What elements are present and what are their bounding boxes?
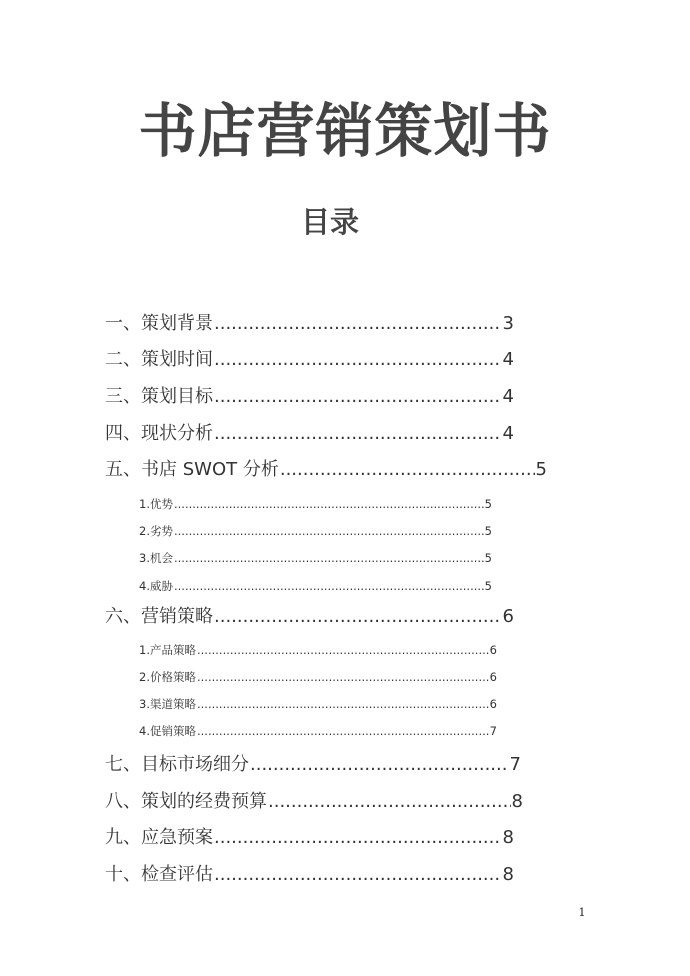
toc-leader-dots: [214, 604, 502, 630]
toc-entry-marketing-strategy[interactable]: [105, 604, 514, 630]
toc-leader-dots: [214, 862, 502, 888]
toc-leader-dots: [197, 695, 489, 713]
toc-entry-contingency[interactable]: [105, 825, 514, 851]
toc-entry-time[interactable]: [105, 347, 514, 373]
toc-leader-dots: [214, 825, 502, 851]
toc-entry-product-strategy[interactable]: [139, 641, 497, 659]
toc-leader-dots: [280, 457, 535, 483]
toc-entry-label: 2.劣势: [139, 524, 173, 538]
toc-entry-promotion-strategy[interactable]: [139, 722, 497, 740]
toc-entry-page: 5: [484, 579, 492, 593]
toc-leader-dots: [214, 311, 502, 337]
toc-leader-dots: [214, 347, 502, 373]
toc-entry-opportunities[interactable]: [139, 549, 492, 567]
toc-entry-status[interactable]: [105, 421, 514, 447]
toc-entry-swot[interactable]: [105, 457, 547, 483]
toc-entry-page: 5: [484, 551, 492, 565]
toc-entry-label: 4.促销策略: [139, 724, 196, 738]
toc-entry-background[interactable]: [105, 311, 514, 337]
toc-entry-page: 6: [489, 670, 497, 684]
toc-entry-strengths[interactable]: [139, 495, 492, 513]
toc-entry-label: 十、检查评估: [105, 864, 213, 885]
toc-entry-label: 3.渠道策略: [139, 697, 196, 711]
toc-entry-label: 1.优势: [139, 497, 173, 511]
toc-entry-page: 8: [502, 827, 514, 848]
toc-entry-page: 7: [489, 724, 497, 738]
toc-entry-page: 5: [484, 524, 492, 538]
toc-entry-page: 8: [511, 791, 523, 812]
toc-entry-label: 五、书店 SWOT 分析: [105, 459, 279, 480]
document-title: 书店营销策划书: [138, 97, 552, 165]
toc-entry-label: 九、应急预案: [105, 827, 213, 848]
toc-entry-goals[interactable]: [105, 384, 514, 410]
toc-entry-evaluation[interactable]: [105, 862, 514, 888]
toc-leader-dots: [197, 668, 489, 686]
toc-entry-label: 3.机会: [139, 551, 173, 565]
toc-entry-label: 4.威胁: [139, 579, 173, 593]
toc-leader-dots: [268, 789, 511, 815]
toc-entry-label: 2.价格策略: [139, 670, 196, 684]
toc-entry-page: 6: [502, 606, 514, 627]
toc-leader-dots: [197, 641, 489, 659]
toc-leader-dots: [197, 722, 489, 740]
toc-entry-page: 4: [502, 349, 514, 370]
toc-entry-page: 4: [502, 386, 514, 407]
page-number: 1: [578, 906, 586, 919]
toc-leader-dots: [174, 495, 484, 513]
toc-leader-dots: [174, 577, 484, 595]
toc-heading: 目录: [300, 205, 359, 239]
toc-entry-label: 四、现状分析: [105, 423, 213, 444]
toc-entry-market-segmentation[interactable]: [105, 752, 521, 778]
toc-entry-page: 6: [489, 643, 497, 657]
toc-entry-label: 1.产品策略: [139, 643, 196, 657]
toc-entry-channel-strategy[interactable]: [139, 695, 497, 713]
toc-entry-label: 六、营销策略: [105, 606, 213, 627]
toc-leader-dots: [174, 549, 484, 567]
toc-leader-dots: [250, 752, 509, 778]
toc-entry-page: 4: [502, 423, 514, 444]
toc-entry-label: 八、策划的经费预算: [105, 791, 267, 812]
toc-entry-label: 一、策划背景: [105, 313, 213, 334]
toc-entry-budget[interactable]: [105, 789, 523, 815]
toc-entry-page: 7: [509, 754, 521, 775]
toc-leader-dots: [214, 421, 502, 447]
toc-entry-weaknesses[interactable]: [139, 522, 492, 540]
toc-entry-label: 三、策划目标: [105, 386, 213, 407]
toc-entry-label: 二、策划时间: [105, 349, 213, 370]
toc-entry-page: 5: [535, 459, 547, 480]
toc-entry-page: 6: [489, 697, 497, 711]
toc-entry-label: 七、目标市场细分: [105, 754, 249, 775]
toc-entry-page: 5: [484, 497, 492, 511]
toc-entry-page: 3: [502, 313, 514, 334]
toc-entry-page: 8: [502, 864, 514, 885]
toc-leader-dots: [174, 522, 484, 540]
toc-entry-price-strategy[interactable]: [139, 668, 497, 686]
toc-entry-threats[interactable]: [139, 577, 492, 595]
toc-leader-dots: [214, 384, 502, 410]
